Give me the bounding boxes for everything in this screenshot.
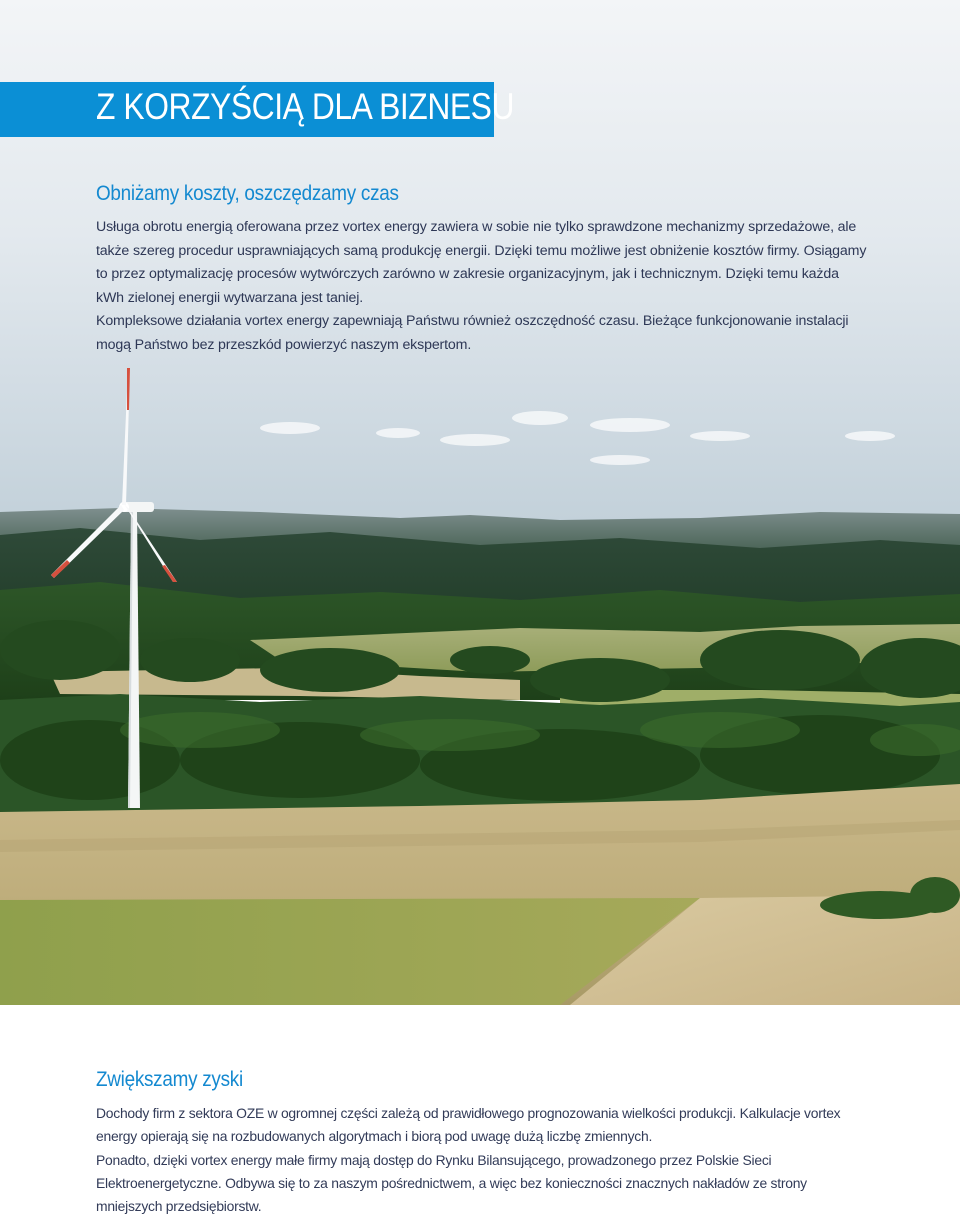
section-paragraph: Dochody firm z sektora OZE w ogromnej części zależą od prawidłowego prognozowania wielkości produkcji. Kalkulacje vortex energy opierają się na rozbudowanych algorytmach i biorą pod uwagę dużą liczbę zmiennych.: [96, 1105, 841, 1145]
section-paragraph: Ponadto, dzięki vortex energy małe firmy mają dostęp do Rynku Bilansującego, prowadzonego przez Polskie Sieci Elektroenergetyczne. Odbywa się to za naszym pośrednictwem, a więc bez konieczności znacznych nakładów ze strony mniejszych przedsiębiorstw.: [96, 1151, 807, 1215]
section-paragraph: Usługa obrotu energią oferowana przez vortex energy zawiera w sobie nie tylko sprawdzone mechanizmy sprzedażowe, ale także szereg procedur usprawniających samą produkcję energii. Dzięki temu możliwe jest obniżenie kosztów firmy. Osiągamy to przez optymalizację procesów wytwórczych zarówno w zakresie organizacyjnym, jak i technicznym. Dzięki temu każda kWh zielonej energii wytwarzana jest taniej.: [96, 219, 867, 306]
section-increase-profits: [96, 1068, 868, 1218]
section-heading: Obniżamy koszty, oszczędzamy czas: [96, 182, 399, 205]
section-lower-costs: [96, 182, 868, 357]
page-title: Z KORZYŚCIĄ DLA BIZNESU: [96, 86, 515, 127]
section-heading: Zwiększamy zyski: [96, 1068, 243, 1091]
section-paragraph: Kompleksowe działania vortex energy zapewniają Państwu również oszczędność czasu. Bieżące funkcjonowanie instalacji mogą Państwo bez przeszkód powierzyć naszym ekspertom.: [96, 313, 849, 353]
